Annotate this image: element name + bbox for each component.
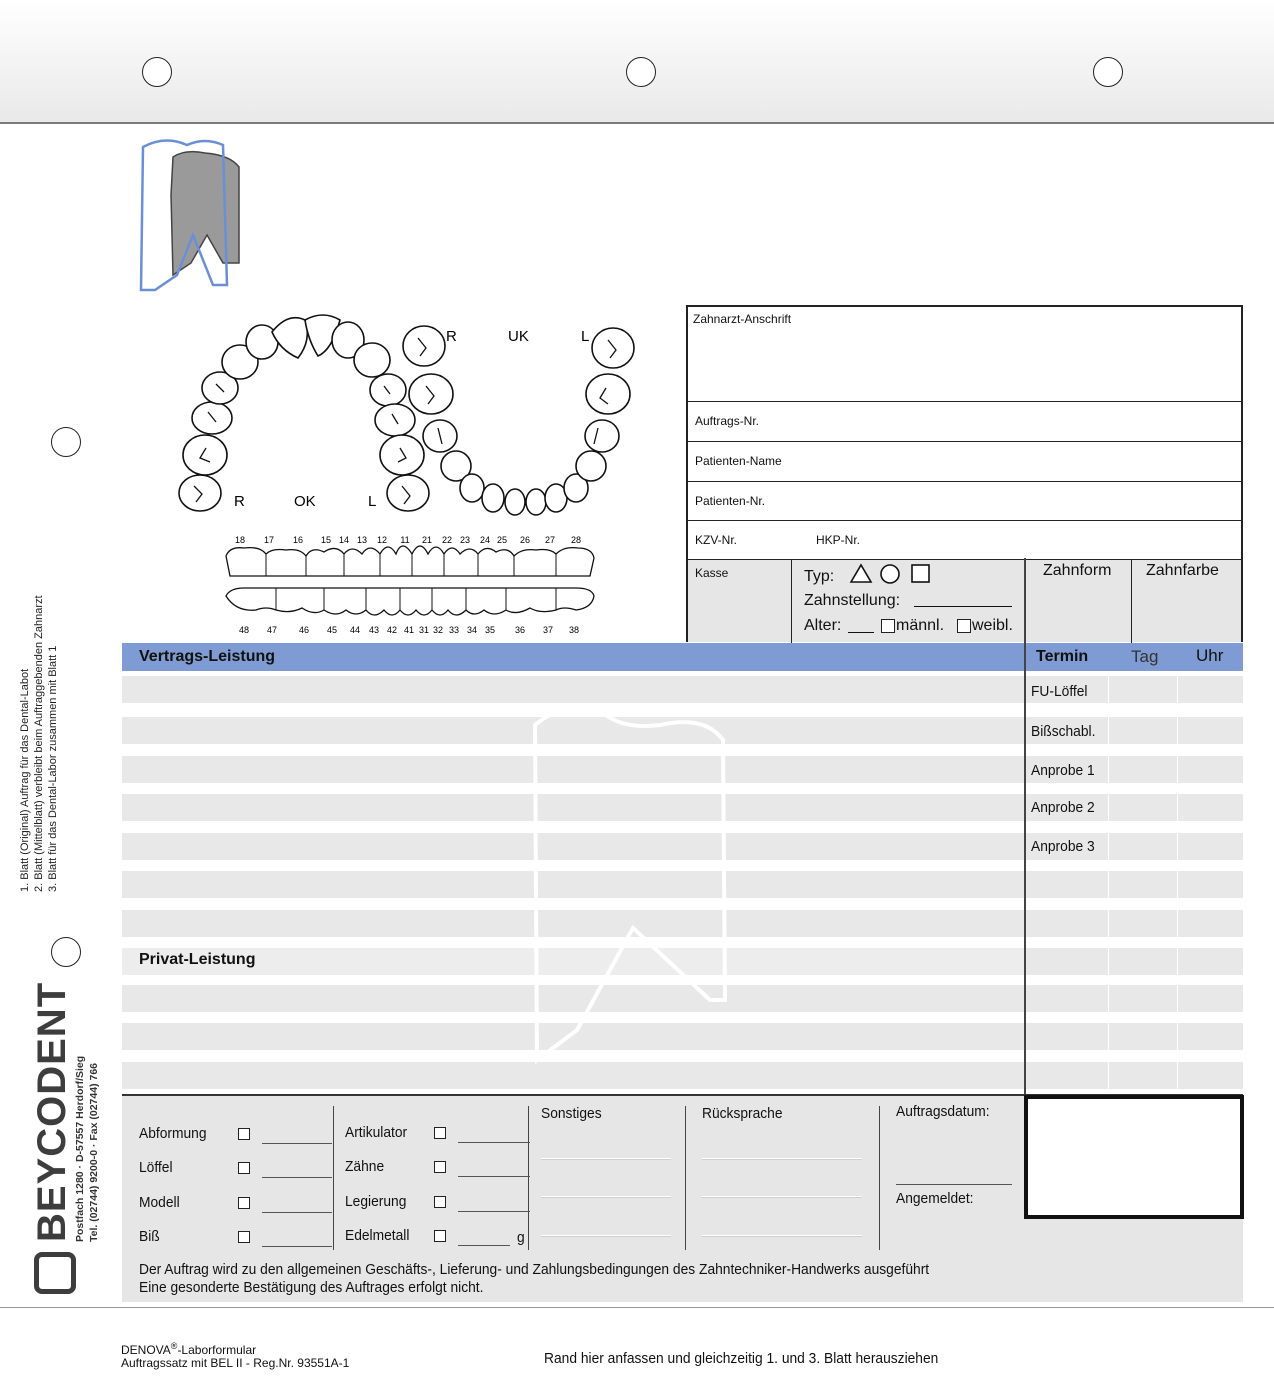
tooth-watermark-icon xyxy=(525,700,735,1065)
tooth-number-upper: 16 xyxy=(292,535,304,545)
zahnform-label: Zahnform xyxy=(1043,562,1112,579)
termin-row[interactable] xyxy=(1026,1062,1243,1089)
brand-phone: Tel. (02744) 9200-0 · Fax (02744) 766 xyxy=(88,1063,100,1242)
tooth-number-lower: 46 xyxy=(298,625,310,635)
sheet-note: 3. Blatt für das Dental-Labor zusammen mit Blatt 1 xyxy=(47,645,59,892)
auftragsdatum-line[interactable] xyxy=(896,1184,1012,1185)
kasse-field[interactable] xyxy=(688,560,792,643)
sonstiges-line[interactable] xyxy=(541,1235,671,1237)
tooth-number-upper: 12 xyxy=(376,535,388,545)
material-label: Artikulator xyxy=(345,1124,408,1141)
divider xyxy=(879,1106,880,1250)
tooth-number-lower: 42 xyxy=(386,625,398,635)
brand-name: BEYCODENT xyxy=(30,981,74,1242)
material-line[interactable] xyxy=(262,1177,332,1178)
uhr-header: Uhr xyxy=(1196,646,1224,665)
tooth-logo-icon xyxy=(135,135,250,300)
termin-bissschabl: Bißschabl. xyxy=(1031,723,1096,740)
material-checkbox[interactable] xyxy=(434,1161,446,1173)
weibl-label: weibl. xyxy=(972,617,1013,634)
zahnstellung-label: Zahnstellung: xyxy=(804,592,901,609)
sonstiges-line[interactable] xyxy=(541,1158,671,1160)
table-row[interactable] xyxy=(122,1062,1025,1089)
material-line[interactable] xyxy=(458,1211,530,1212)
termin-row[interactable] xyxy=(1026,1023,1243,1050)
lower-right-label: R xyxy=(446,328,457,345)
product-name xyxy=(121,1341,256,1357)
patient-info-box xyxy=(686,305,1243,642)
tear-line xyxy=(0,1307,1274,1308)
registered-mark: ® xyxy=(170,1341,178,1351)
sheet-note: 1. Blatt (Original) Auftrag für das Dental-Labot xyxy=(19,668,31,892)
patienten-nr-field[interactable] xyxy=(688,481,1241,520)
alter-label: Alter: xyxy=(804,617,842,634)
zahnstellung-line[interactable] xyxy=(914,606,1012,607)
sheet-distribution-notes xyxy=(18,572,60,892)
product-suffix: -Laborformular xyxy=(177,1343,257,1357)
tooth-number-lower: 35 xyxy=(484,625,496,635)
tooth-number-lower: 34 xyxy=(466,625,478,635)
ruecksprache-line[interactable] xyxy=(702,1235,862,1237)
weibl-checkbox[interactable] xyxy=(957,619,971,633)
gram-unit: g xyxy=(517,1229,525,1246)
material-line[interactable] xyxy=(458,1176,530,1177)
tooth-number-lower: 37 xyxy=(542,625,554,635)
material-line[interactable] xyxy=(262,1246,332,1247)
tooth-number-lower: 36 xyxy=(514,625,526,635)
tag-divider xyxy=(1108,671,1109,1094)
tooth-number-lower: 33 xyxy=(448,625,460,635)
maennl-label: männl. xyxy=(896,617,945,634)
auftrags-nr-field[interactable] xyxy=(688,401,1241,441)
divider xyxy=(685,1106,686,1250)
material-label: Löffel xyxy=(139,1159,173,1176)
tooth-number-upper: 17 xyxy=(263,535,275,545)
sonstiges-label: Sonstiges xyxy=(541,1105,602,1122)
punch-hole xyxy=(142,57,172,87)
patienten-nr-label: Patienten-Nr. xyxy=(695,494,766,508)
material-label: Zähne xyxy=(345,1158,385,1175)
kzv-nr-label: KZV-Nr. xyxy=(695,533,738,547)
punch-hole xyxy=(626,57,656,87)
termin-anprobe-2: Anprobe 2 xyxy=(1031,799,1095,816)
termin-row[interactable] xyxy=(1026,948,1243,975)
table-row[interactable] xyxy=(122,676,1025,703)
tooth-number-upper: 21 xyxy=(421,535,433,545)
sonstiges-line[interactable] xyxy=(541,1196,671,1198)
material-line[interactable] xyxy=(262,1212,332,1213)
brand-address: Postfach 1280 · D-57557 Herdorf/Sieg xyxy=(74,1055,86,1242)
maennl-checkbox[interactable] xyxy=(881,619,895,633)
punch-hole xyxy=(51,937,81,967)
brand-logo-icon xyxy=(34,1252,76,1294)
tooth-number-lower: 48 xyxy=(238,625,250,635)
material-checkbox[interactable] xyxy=(238,1197,250,1209)
material-label: Biß xyxy=(139,1228,160,1245)
auftragsdatum-label: Auftragsdatum: xyxy=(896,1103,990,1120)
tooth-number-upper: 11 xyxy=(400,535,410,545)
tooth-number-upper: 24 xyxy=(479,535,491,545)
tooth-number-upper: 18 xyxy=(234,535,246,545)
ruecksprache-line[interactable] xyxy=(702,1196,862,1198)
termin-header: Termin xyxy=(1036,648,1089,665)
termin-row[interactable] xyxy=(1026,985,1243,1012)
material-label: Legierung xyxy=(345,1193,407,1210)
tooth-number-upper: 28 xyxy=(570,535,582,545)
tooth-number-upper: 23 xyxy=(459,535,471,545)
tooth-number-upper: 25 xyxy=(496,535,508,545)
typ-label: Typ: xyxy=(804,568,835,585)
zahnfarbe-field[interactable] xyxy=(1132,560,1241,643)
tooth-number-lower: 44 xyxy=(349,625,361,635)
tooth-number-lower: 45 xyxy=(326,625,338,635)
material-checkbox[interactable] xyxy=(434,1196,446,1208)
kzv-nr-field[interactable] xyxy=(688,520,1241,559)
frontal-teeth-diagram xyxy=(220,532,600,640)
tooth-number-upper: 22 xyxy=(441,535,453,545)
termin-divider xyxy=(1024,558,1026,1094)
lower-left-label: L xyxy=(581,328,590,345)
material-checkbox[interactable] xyxy=(238,1231,250,1243)
tooth-number-upper: 13 xyxy=(356,535,368,545)
upper-left-label: L xyxy=(368,493,377,510)
tear-instruction: Rand hier anfassen und gleichzeitig 1. und 3. Blatt herausziehen xyxy=(544,1350,939,1367)
zahnfarbe-label: Zahnfarbe xyxy=(1146,562,1219,579)
sheet-note: 2. Blatt (Mittelblatt) verbleibt beim Auftraggebenden Zahnarzt xyxy=(33,595,45,892)
material-checkbox[interactable] xyxy=(434,1230,446,1242)
typ-section xyxy=(792,560,1026,643)
material-line[interactable] xyxy=(458,1142,530,1143)
kasse-row xyxy=(688,559,1241,642)
kasse-label: Kasse xyxy=(695,566,729,580)
patienten-name-label: Patienten-Name xyxy=(695,454,782,468)
brand-block xyxy=(30,981,100,1294)
lower-jaw-diagram xyxy=(398,318,643,523)
patienten-name-field[interactable] xyxy=(688,441,1241,481)
tooth-number-lower: 43 xyxy=(368,625,380,635)
tooth-number-upper: 27 xyxy=(544,535,556,545)
upper-center-label: OK xyxy=(294,493,316,510)
termin-anprobe-3: Anprobe 3 xyxy=(1031,838,1095,855)
angemeldet-label: Angemeldet: xyxy=(896,1190,974,1207)
tooth-number-lower: 31 xyxy=(418,625,430,635)
tooth-number-lower: 32 xyxy=(432,625,444,635)
material-label: Modell xyxy=(139,1194,180,1211)
zahnform-field[interactable] xyxy=(1026,560,1132,643)
termin-row[interactable] xyxy=(1026,871,1243,898)
terms-line-1: Der Auftrag wird zu den allgemeinen Geschäfts-, Lieferung- und Zahlungsbedingungen des Zahntechniker-Handwerks ausgeführt xyxy=(139,1261,930,1278)
ruecksprache-line[interactable] xyxy=(702,1158,862,1160)
termin-fu-loeffel: FU-Löffel xyxy=(1031,683,1088,700)
material-label: Abformung xyxy=(139,1125,207,1142)
auftrags-nr-label: Auftrags-Nr. xyxy=(695,414,760,428)
punch-hole xyxy=(51,427,81,457)
divider xyxy=(528,1106,529,1250)
termin-anprobe-1: Anprobe 1 xyxy=(1031,762,1095,779)
product-brand: DENOVA xyxy=(121,1343,171,1357)
material-label: Edelmetall xyxy=(345,1227,410,1244)
material-checkbox[interactable] xyxy=(434,1127,446,1139)
date-stamp-box[interactable] xyxy=(1024,1095,1244,1219)
tooth-number-upper: 15 xyxy=(320,535,332,545)
tooth-number-upper: 26 xyxy=(519,535,531,545)
tooth-number-lower: 47 xyxy=(266,625,278,635)
material-checkbox[interactable] xyxy=(238,1128,250,1140)
material-line[interactable] xyxy=(458,1245,510,1246)
lower-center-label: UK xyxy=(508,328,529,345)
alter-line[interactable] xyxy=(848,632,874,633)
product-reg: Auftragssatz mit BEL II - Reg.Nr. 93551A-1 xyxy=(121,1356,350,1370)
upper-right-label: R xyxy=(234,493,245,510)
tooth-number-lower: 41 xyxy=(403,625,415,635)
punch-hole xyxy=(1093,57,1123,87)
tag-header: Tag xyxy=(1131,647,1159,666)
terms-line-2: Eine gesonderte Bestätigung des Auftrages erfolgt nicht. xyxy=(139,1279,484,1296)
privat-leistung-header: Privat-Leistung xyxy=(139,951,256,968)
ruecksprache-label: Rücksprache xyxy=(702,1105,783,1122)
uhr-divider xyxy=(1177,671,1178,1094)
tooth-number-lower: 38 xyxy=(568,625,580,635)
vertrags-leistung-header: Vertrags-Leistung xyxy=(139,648,276,665)
zahnarzt-label: Zahnarzt-Anschrift xyxy=(693,312,792,326)
shape-type-icons[interactable] xyxy=(848,562,932,586)
hkp-nr-label: HKP-Nr. xyxy=(816,533,861,547)
tooth-number-upper: 14 xyxy=(338,535,350,545)
divider xyxy=(333,1106,334,1250)
material-line[interactable] xyxy=(262,1143,332,1144)
termin-row[interactable] xyxy=(1026,910,1243,937)
material-checkbox[interactable] xyxy=(238,1162,250,1174)
